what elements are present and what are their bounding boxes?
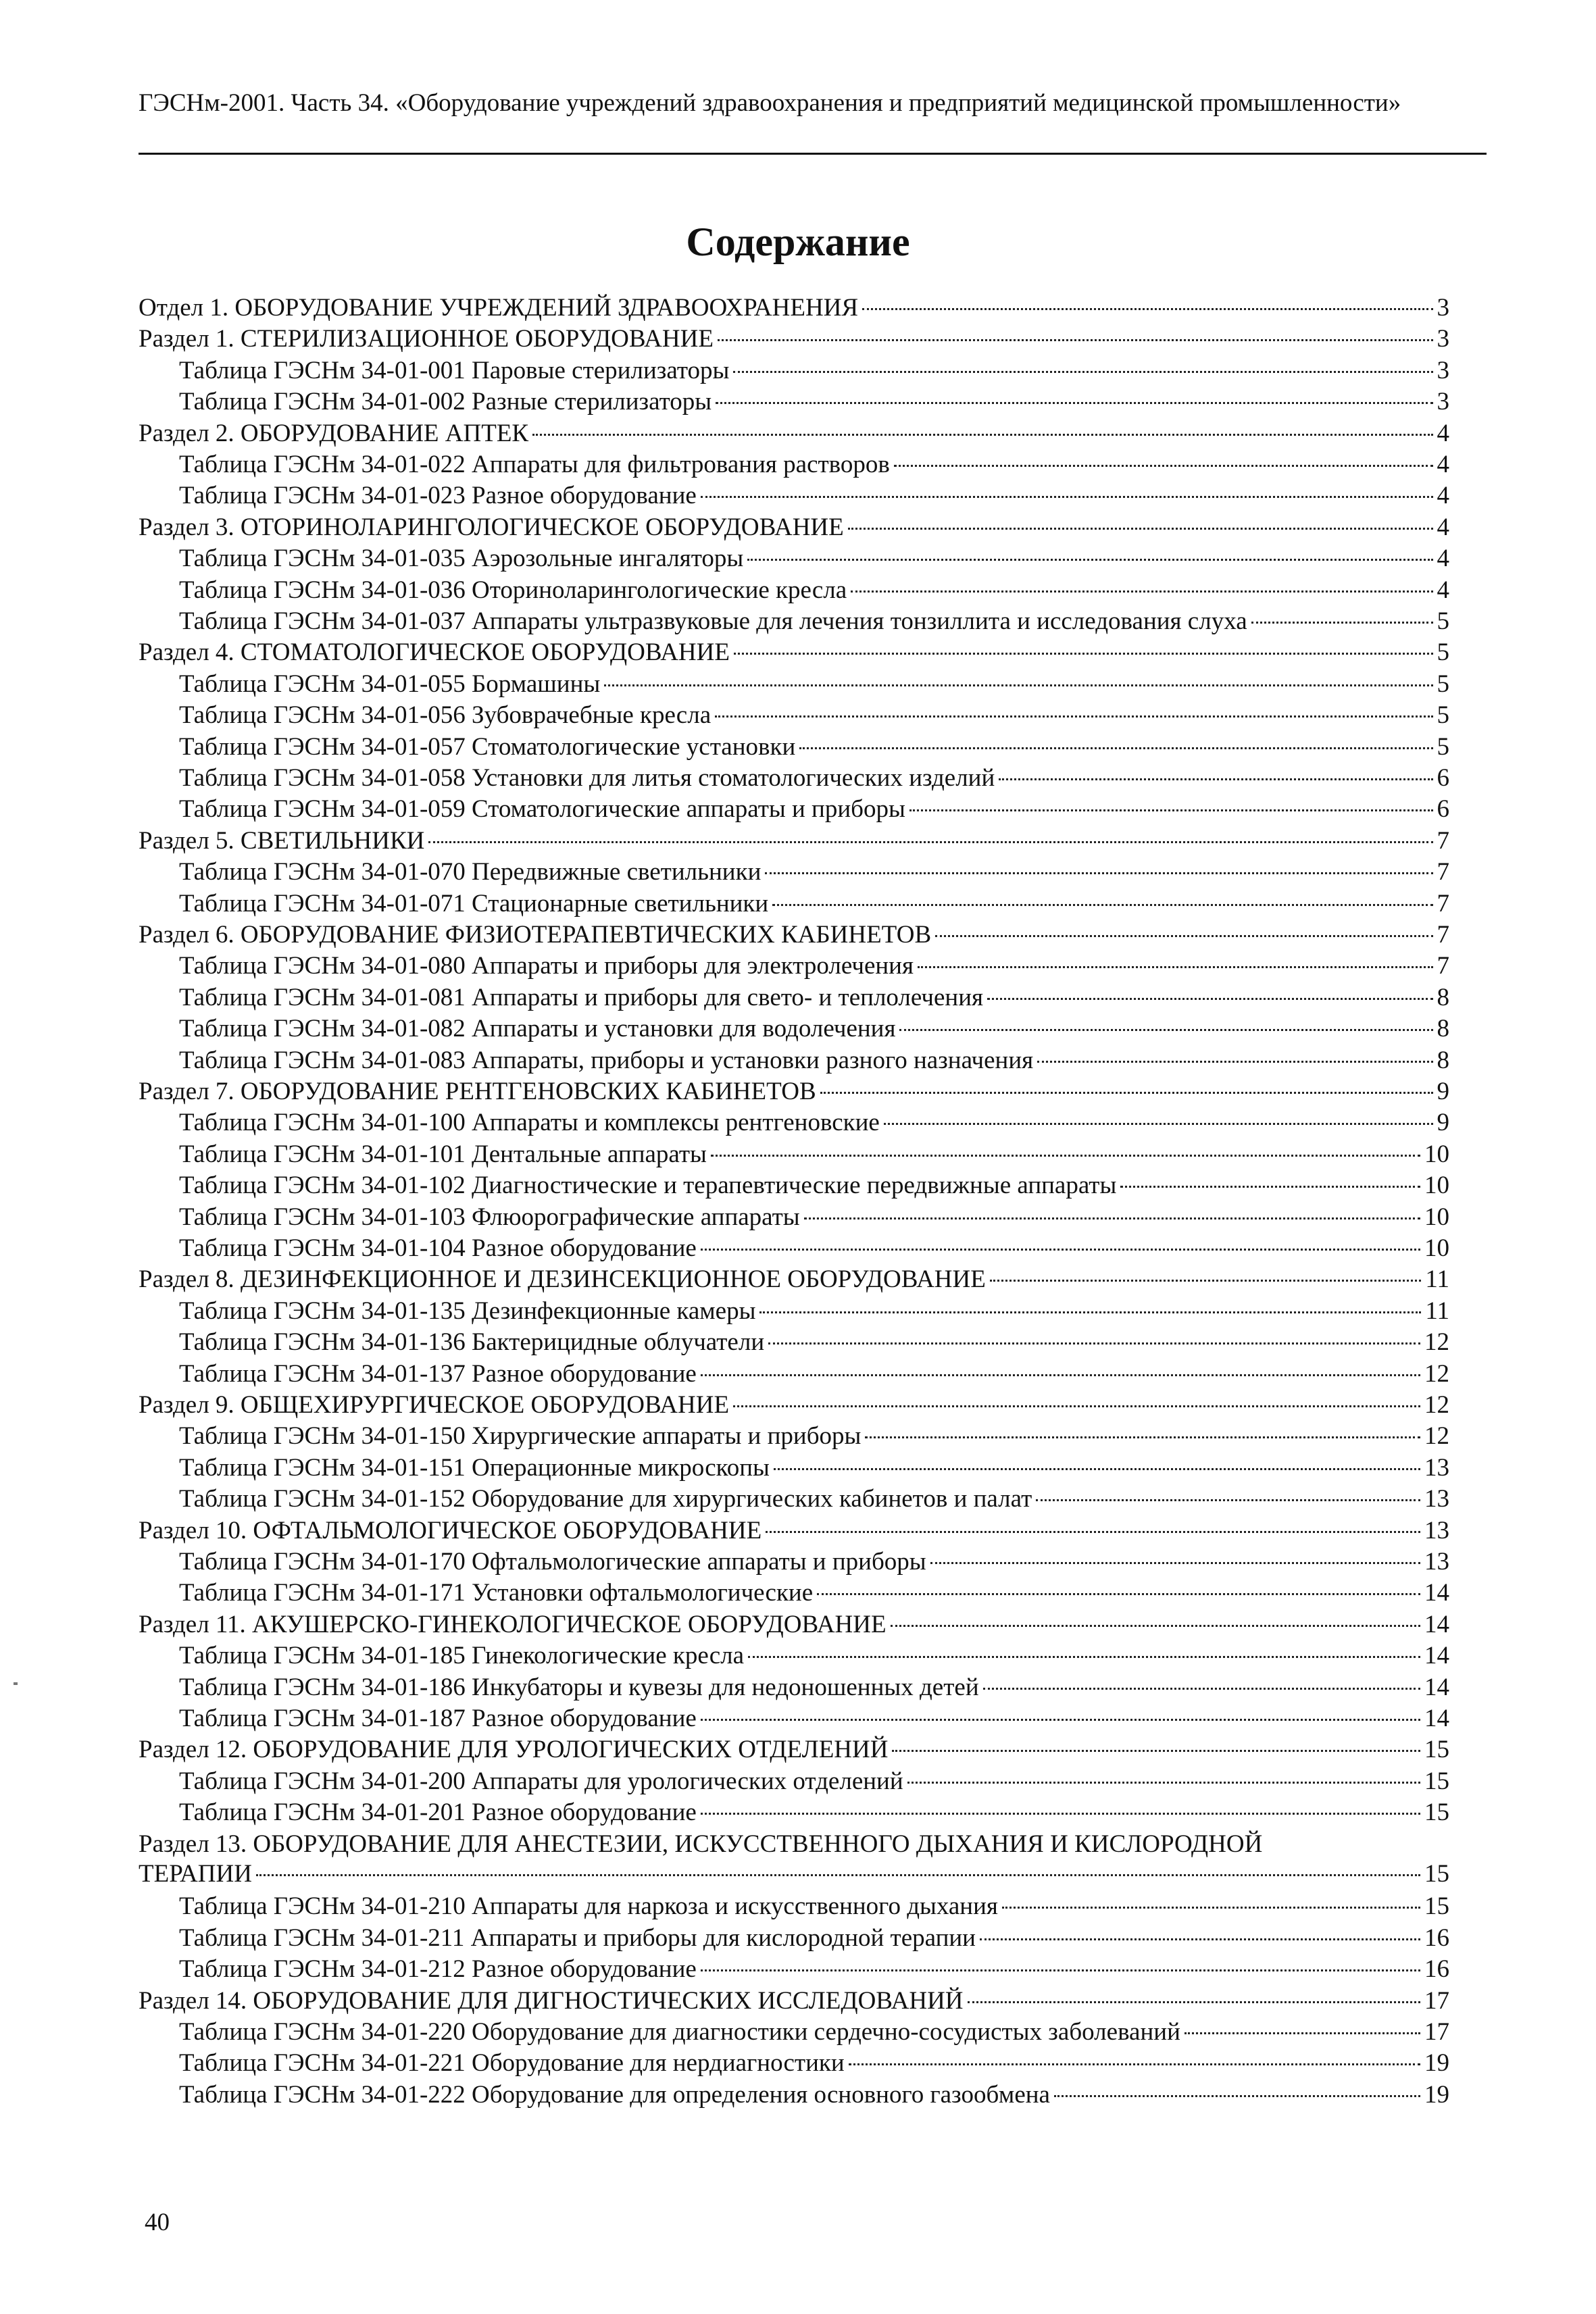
toc-entry-label: Таблица ГЭСНм 34-01-035 Аэрозольные ингаляторы xyxy=(179,545,744,573)
toc-entry-label: Таблица ГЭСНм 34-01-151 Операционные микроскопы xyxy=(179,1453,770,1482)
dot-leader xyxy=(701,1813,1420,1815)
toc-entry-page: 12 xyxy=(1424,1391,1449,1419)
toc-entry-label: Таблица ГЭСНм 34-01-103 Флюорографические аппараты xyxy=(179,1203,800,1231)
toc-entry-page: 8 xyxy=(1437,1046,1449,1074)
toc-entry-label: Таблица ГЭСНм 34-01-104 Разное оборудование xyxy=(179,1234,697,1262)
toc-entry-page: 12 xyxy=(1424,1328,1449,1357)
toc-entry-label: Таблица ГЭСНм 34-01-082 Аппараты и установки для водолечения xyxy=(179,1015,896,1043)
toc-entry-table[interactable] xyxy=(179,2017,1449,2047)
toc-entry-section[interactable] xyxy=(139,419,1449,449)
toc-entry-label: Таблица ГЭСНм 34-01-186 Инкубаторы и кувезы для недоношенных детей xyxy=(179,1673,979,1701)
toc-entry-label: Таблица ГЭСНм 34-01-037 Аппараты ультразвуковые для лечения тонзиллита и исследования слуха xyxy=(179,607,1247,635)
toc-entry-page: 10 xyxy=(1424,1203,1449,1231)
toc-entry-label: Раздел 2. ОБОРУДОВАНИЕ АПТЕК xyxy=(139,419,529,447)
dot-leader xyxy=(772,904,1432,906)
dot-leader xyxy=(980,1938,1420,1940)
toc-entry-page: 19 xyxy=(1424,2080,1449,2109)
toc-entry-table[interactable] xyxy=(179,387,1449,417)
toc-entry-label: Таблица ГЭСНм 34-01-023 Разное оборудование xyxy=(179,482,697,510)
toc-entry-table[interactable] xyxy=(179,1673,1449,1703)
toc-entry-label-continued: ТЕРАПИИ xyxy=(139,1859,252,1888)
toc-entry-label: Таблица ГЭСНм 34-01-101 Дентальные аппараты xyxy=(179,1140,707,1168)
dot-leader xyxy=(256,1874,1420,1876)
toc-entry-label: Раздел 1. СТЕРИЛИЗАЦИОННОЕ ОБОРУДОВАНИЕ xyxy=(139,325,714,353)
toc-entry-table[interactable] xyxy=(179,2048,1449,2078)
toc-entry-table[interactable] xyxy=(179,450,1449,480)
toc-entry-page: 15 xyxy=(1424,1736,1449,1764)
toc-entry-label: Раздел 5. СВЕТИЛЬНИКИ xyxy=(139,826,425,855)
dot-leader xyxy=(774,1468,1420,1470)
toc-entry-section[interactable] xyxy=(139,920,1449,950)
toc-entry-table[interactable] xyxy=(179,983,1449,1013)
dot-leader xyxy=(1002,1907,1420,1909)
dot-leader xyxy=(930,1562,1420,1564)
toc-entry-page: 11 xyxy=(1425,1297,1449,1325)
toc-entry-page: 11 xyxy=(1425,1265,1449,1294)
dot-leader xyxy=(862,308,1432,310)
toc-entry-page: 4 xyxy=(1437,576,1449,604)
toc-entry-label: Таблица ГЭСНм 34-01-152 Оборудование для хирургических кабинетов и палат xyxy=(179,1485,1032,1513)
toc-entry-table[interactable] xyxy=(179,1328,1449,1357)
toc-entry-table[interactable] xyxy=(179,2080,1449,2110)
toc-entry-label: Таблица ГЭСНм 34-01-221 Оборудование для нердиагностики xyxy=(179,2049,845,2078)
toc-entry-page: 5 xyxy=(1437,670,1449,698)
dot-leader xyxy=(891,1625,1420,1627)
toc-entry-page: 15 xyxy=(1424,1799,1449,1827)
toc-entry-table[interactable] xyxy=(179,1234,1449,1263)
toc-entry-page: 4 xyxy=(1437,419,1449,447)
dot-leader xyxy=(716,402,1432,404)
dot-leader xyxy=(748,1656,1420,1658)
toc-entry-page: 15 xyxy=(1424,1767,1449,1795)
page-title: Содержание xyxy=(686,220,910,264)
toc-entry-page: 3 xyxy=(1437,294,1449,322)
toc-entry-page: 4 xyxy=(1437,545,1449,573)
toc-entry-label: Таблица ГЭСНм 34-01-071 Стационарные светильники xyxy=(179,889,769,917)
dot-leader xyxy=(701,1719,1420,1721)
toc-entry-page: 5 xyxy=(1437,607,1449,635)
toc-entry-table[interactable] xyxy=(179,1171,1449,1201)
toc-entry-table[interactable] xyxy=(179,1297,1449,1326)
toc-entry-table[interactable] xyxy=(179,889,1449,919)
toc-entry-page: 13 xyxy=(1424,1485,1449,1513)
dot-leader xyxy=(759,1311,1421,1313)
toc-entry-label: Таблица ГЭСНм 34-01-055 Бормашины xyxy=(179,670,601,698)
toc-entry-page: 8 xyxy=(1437,983,1449,1011)
toc-entry-page: 4 xyxy=(1437,513,1449,541)
toc-entry-label: Таблица ГЭСНм 34-01-135 Дезинфекционные камеры xyxy=(179,1297,756,1325)
toc-entry-page: 7 xyxy=(1437,826,1449,855)
toc-entry-page: 14 xyxy=(1424,1673,1449,1701)
dot-leader xyxy=(711,1155,1420,1157)
dot-leader xyxy=(734,653,1433,655)
dot-leader xyxy=(715,715,1432,718)
toc-entry-label: Таблица ГЭСНм 34-01-081 Аппараты и приборы для свето- и теплолечения xyxy=(179,983,984,1011)
toc-entry-page: 10 xyxy=(1424,1140,1449,1168)
toc-entry-page: 15 xyxy=(1424,1859,1449,1888)
toc-entry-page: 15 xyxy=(1424,1892,1449,1921)
toc-entry-label: Раздел 9. ОБЩЕХИРУРГИЧЕСКОЕ ОБОРУДОВАНИЕ xyxy=(139,1391,730,1419)
toc-entry-table[interactable] xyxy=(179,795,1449,824)
dot-leader xyxy=(817,1593,1420,1595)
dot-leader xyxy=(701,1374,1420,1376)
dot-leader xyxy=(884,1123,1433,1125)
dot-leader xyxy=(1037,1061,1432,1063)
toc-entry-page: 3 xyxy=(1437,388,1449,416)
toc-entry-page: 7 xyxy=(1437,921,1449,949)
toc-entry-table[interactable] xyxy=(179,1453,1449,1483)
dot-leader xyxy=(1120,1186,1420,1188)
toc-entry-page: 5 xyxy=(1437,732,1449,761)
toc-entry-label: Таблица ГЭСНм 34-01-170 Офтальмологические аппараты и приборы xyxy=(179,1548,926,1576)
dot-leader xyxy=(701,1249,1420,1251)
toc-entry-label: Раздел 7. ОБОРУДОВАНИЕ РЕНТГЕНОВСКИХ КАБИНЕТОВ xyxy=(139,1078,816,1105)
toc-entry-page: 19 xyxy=(1424,2049,1449,2078)
toc-entry-table[interactable] xyxy=(179,951,1449,981)
dot-leader xyxy=(968,2001,1420,2003)
toc-entry-label: Таблица ГЭСНм 34-01-056 Зубоврачебные кресла xyxy=(179,701,712,730)
toc-entry-section[interactable] xyxy=(139,638,1449,668)
toc-entry-page: 13 xyxy=(1424,1453,1449,1482)
toc-entry-label: Раздел 3. ОТОРИНОЛАРИНГОЛОГИЧЕСКОЕ ОБОРУДОВАНИЕ xyxy=(139,513,844,541)
toc-entry-page: 14 xyxy=(1424,1610,1449,1638)
dot-leader xyxy=(909,809,1433,811)
toc-entry-label: Таблица ГЭСНм 34-01-137 Разное оборудование xyxy=(179,1359,697,1388)
toc-entry-label: Таблица ГЭСНм 34-01-057 Стоматологические установки xyxy=(179,732,796,761)
toc-entry-section[interactable] xyxy=(139,1516,1449,1546)
toc-entry-label: Таблица ГЭСНм 34-01-200 Аппараты для урологических отделений xyxy=(179,1767,903,1795)
toc-entry-page: 17 xyxy=(1424,2018,1449,2046)
toc-entry-table[interactable] xyxy=(179,1359,1449,1389)
toc-entry-label: Таблица ГЭСНм 34-01-036 Оториноларингологические кресла xyxy=(179,576,847,604)
toc-entry-page: 10 xyxy=(1424,1172,1449,1200)
toc-entry-table[interactable] xyxy=(179,1767,1449,1796)
toc-entry-page: 16 xyxy=(1424,1923,1449,1952)
toc-entry-section[interactable] xyxy=(139,1610,1449,1640)
dot-leader xyxy=(987,998,1432,1000)
dot-leader xyxy=(851,590,1432,593)
toc-entry-page: 10 xyxy=(1424,1234,1449,1262)
toc-entry-page: 17 xyxy=(1424,1986,1449,2015)
dot-leader xyxy=(701,496,1433,498)
toc-entry-page: 7 xyxy=(1437,858,1449,886)
dot-leader xyxy=(907,1782,1420,1784)
toc-entry-table[interactable] xyxy=(179,1203,1449,1232)
toc-entry-continuation xyxy=(139,1859,1449,1889)
toc-entry-label: Таблица ГЭСНм 34-01-100 Аппараты и комплексы рентгеновские xyxy=(179,1109,880,1137)
dot-leader xyxy=(1251,622,1433,624)
dot-leader xyxy=(899,1029,1432,1031)
toc-entry-section[interactable] xyxy=(139,1265,1449,1294)
dot-leader xyxy=(849,2063,1420,2065)
toc-entry-label: Таблица ГЭСНм 34-01-059 Стоматологические аппараты и приборы xyxy=(179,795,905,824)
dot-leader xyxy=(532,434,1432,436)
dot-leader xyxy=(1184,2032,1420,2034)
dot-leader xyxy=(894,465,1433,467)
toc-entry-label: Таблица ГЭСНм 34-01-001 Паровые стерилизаторы xyxy=(179,356,730,384)
toc-entry-label: Таблица ГЭСНм 34-01-210 Аппараты для наркоза и искусственного дыхания xyxy=(179,1892,998,1921)
toc-entry-division[interactable] xyxy=(139,293,1449,323)
toc-entry-table[interactable] xyxy=(179,576,1449,605)
toc-entry-label: Таблица ГЭСНм 34-01-002 Разные стерилизаторы xyxy=(179,388,712,416)
toc-entry-label: Таблица ГЭСНм 34-01-102 Диагностические и терапевтические передвижные аппараты xyxy=(179,1172,1117,1200)
dot-leader xyxy=(766,1531,1420,1533)
dot-leader xyxy=(848,528,1433,530)
toc-entry-section[interactable] xyxy=(139,1735,1449,1765)
toc-entry-label: Таблица ГЭСНм 34-01-022 Аппараты для фильтрования растворов xyxy=(179,451,890,478)
toc-entry-page: 9 xyxy=(1437,1109,1449,1137)
toc-entry-label: Таблица ГЭСНм 34-01-185 Гинекологические кресла xyxy=(179,1642,745,1670)
toc-entry-label: Раздел 8. ДЕЗИНФЕКЦИОННОЕ И ДЕЗИНСЕКЦИОННОЕ ОБОРУДОВАНИЕ xyxy=(139,1265,986,1294)
toc-entry-label: Раздел 13. ОБОРУДОВАНИЕ ДЛЯ АНЕСТЕЗИИ, ИСКУССТВЕННОГО ДЫХАНИЯ И КИСЛОРОДНОЙ xyxy=(139,1830,1263,1858)
toc-entry-table[interactable] xyxy=(179,356,1449,386)
toc-entry-table[interactable] xyxy=(179,1798,1449,1828)
running-header: ГЭСНм-2001. Часть 34. «Оборудование учреждений здравоохранения и предприятий медицинской промышленности» xyxy=(139,89,1401,117)
toc-entry-table[interactable] xyxy=(179,1108,1449,1138)
toc-entry-label: Таблица ГЭСНм 34-01-171 Установки офтальмологические xyxy=(179,1579,814,1607)
toc-entry-table[interactable] xyxy=(179,1484,1449,1514)
toc-entry-label: Таблица ГЭСНм 34-01-220 Оборудование для диагностики сердечно-сосудистых заболеваний xyxy=(179,2018,1180,2046)
toc-entry-label: Таблица ГЭСНм 34-01-136 Бактерицидные облучатели xyxy=(179,1328,765,1357)
dot-leader xyxy=(892,1750,1420,1752)
dot-leader xyxy=(701,1969,1420,1971)
margin-mark xyxy=(14,1682,18,1685)
toc-entry-label: Раздел 12. ОБОРУДОВАНИЕ ДЛЯ УРОЛОГИЧЕСКИХ ОТДЕЛЕНИЙ xyxy=(139,1736,889,1764)
toc-entry-table[interactable] xyxy=(179,1422,1449,1451)
toc-entry-page: 5 xyxy=(1437,701,1449,730)
dot-leader xyxy=(999,778,1432,780)
toc-entry-table[interactable] xyxy=(179,732,1449,762)
toc-entry-page: 14 xyxy=(1424,1705,1449,1732)
toc-entry-page: 3 xyxy=(1437,325,1449,353)
toc-entry-table[interactable] xyxy=(179,1014,1449,1044)
toc-entry-label: Раздел 14. ОБОРУДОВАНИЕ ДЛЯ ДИГНОСТИЧЕСКИХ ИССЛЕДОВАНИЙ xyxy=(139,1986,964,2015)
toc-entry-section[interactable] xyxy=(139,826,1449,856)
toc-entry-page: 12 xyxy=(1424,1359,1449,1388)
toc-entry-table[interactable] xyxy=(179,1578,1449,1608)
toc-entry-table[interactable] xyxy=(179,857,1449,887)
toc-entry-table[interactable] xyxy=(179,1641,1449,1671)
toc-entry-table[interactable] xyxy=(179,670,1449,699)
toc-entry-label: Раздел 4. СТОМАТОЛОГИЧЕСКОЕ ОБОРУДОВАНИЕ xyxy=(139,638,730,667)
toc-entry-table[interactable] xyxy=(179,544,1449,574)
dot-leader xyxy=(733,371,1432,373)
toc-entry-label: Раздел 6. ОБОРУДОВАНИЕ ФИЗИОТЕРАПЕВТИЧЕСКИХ КАБИНЕТОВ xyxy=(139,921,932,949)
dot-leader xyxy=(799,747,1432,749)
dot-leader xyxy=(733,1405,1420,1407)
toc-entry-page: 9 xyxy=(1437,1078,1449,1105)
dot-leader xyxy=(747,559,1432,561)
dot-leader xyxy=(1036,1499,1420,1501)
toc-entry-page: 14 xyxy=(1424,1579,1449,1607)
toc-entry-page: 4 xyxy=(1437,451,1449,478)
toc-entry-label: Таблица ГЭСНм 34-01-212 Разное оборудование xyxy=(179,1955,697,1984)
toc-entry-section[interactable] xyxy=(139,513,1449,543)
toc-entry-page: 16 xyxy=(1424,1955,1449,1984)
toc-entry-page: 14 xyxy=(1424,1642,1449,1670)
toc-entry-label: Таблица ГЭСНм 34-01-222 Оборудование для определения основного газообмена xyxy=(179,2080,1050,2109)
toc-entry-page: 5 xyxy=(1437,638,1449,667)
toc-entry-section[interactable] xyxy=(139,1986,1449,2016)
toc-entry-page: 6 xyxy=(1437,795,1449,824)
toc-entry-label: Таблица ГЭСНм 34-01-187 Разное оборудование xyxy=(179,1705,697,1732)
toc-entry-table[interactable] xyxy=(179,607,1449,636)
toc-entry-page: 6 xyxy=(1437,764,1449,792)
toc-entry-section[interactable] xyxy=(139,1390,1449,1420)
toc-entry-page: 13 xyxy=(1424,1548,1449,1576)
toc-entry-page: 12 xyxy=(1424,1422,1449,1451)
dot-leader xyxy=(765,872,1432,874)
dot-leader xyxy=(428,841,1432,843)
toc-entry-page: 7 xyxy=(1437,889,1449,917)
toc-entry-table[interactable] xyxy=(179,1923,1449,1953)
dot-leader xyxy=(918,966,1433,968)
toc-entry-section[interactable] xyxy=(139,324,1449,354)
dot-leader xyxy=(718,339,1433,341)
dot-leader xyxy=(820,1092,1433,1094)
dot-leader xyxy=(768,1342,1420,1344)
toc-entry-section[interactable] xyxy=(139,1830,1449,1889)
toc-entry-label: Таблица ГЭСНм 34-01-080 Аппараты и приборы для электролечения xyxy=(179,952,914,980)
toc-entry-table[interactable] xyxy=(179,701,1449,730)
toc-entry-table[interactable] xyxy=(179,1892,1449,1921)
dot-leader xyxy=(935,935,1432,937)
dot-leader xyxy=(865,1436,1420,1438)
toc-entry-label: Таблица ГЭСНм 34-01-150 Хирургические аппараты и приборы xyxy=(179,1422,862,1451)
toc-entry-table[interactable] xyxy=(179,1140,1449,1169)
toc-entry-table[interactable] xyxy=(179,1955,1449,1984)
dot-leader xyxy=(1054,2095,1420,2097)
toc-entry-page: 4 xyxy=(1437,482,1449,510)
toc-entry-label: Раздел 10. ОФТАЛЬМОЛОГИЧЕСКОЕ ОБОРУДОВАНИЕ xyxy=(139,1516,762,1544)
toc-entry-table[interactable] xyxy=(179,1704,1449,1734)
toc-entry-section[interactable] xyxy=(139,1077,1449,1107)
toc-entry-label: Таблица ГЭСНм 34-01-058 Установки для литья стоматологических изделий xyxy=(179,764,995,792)
toc-entry-label: Таблица ГЭСНм 34-01-201 Разное оборудование xyxy=(179,1799,697,1827)
toc-entry-page: 13 xyxy=(1424,1516,1449,1544)
header-rule xyxy=(139,153,1487,155)
toc-entry-table[interactable] xyxy=(179,763,1449,793)
dot-leader xyxy=(990,1280,1422,1282)
toc-entry-table[interactable] xyxy=(179,1046,1449,1076)
toc-entry-label: Таблица ГЭСНм 34-01-083 Аппараты, приборы и установки разного назначения xyxy=(179,1046,1034,1074)
toc-entry-page: 7 xyxy=(1437,952,1449,980)
dot-leader xyxy=(983,1688,1420,1690)
toc-entry-page: 3 xyxy=(1437,356,1449,384)
toc-entry-page: 8 xyxy=(1437,1015,1449,1043)
toc-entry-table[interactable] xyxy=(179,481,1449,511)
toc-entry-label: Таблица ГЭСНм 34-01-070 Передвижные светильники xyxy=(179,858,762,886)
toc-entry-table[interactable] xyxy=(179,1547,1449,1577)
toc-entry-label: Отдел 1. ОБОРУДОВАНИЕ УЧРЕЖДЕНИЙ ЗДРАВООХРАНЕНИЯ xyxy=(139,294,859,322)
dot-leader xyxy=(604,684,1432,686)
toc-entry-label: Раздел 11. АКУШЕРСКО-ГИНЕКОЛОГИЧЕСКОЕ ОБОРУДОВАНИЕ xyxy=(139,1610,887,1638)
toc-entry-label: Таблица ГЭСНм 34-01-211 Аппараты и приборы для кислородной терапии xyxy=(179,1923,976,1952)
page-number: 40 xyxy=(145,2209,170,2236)
dot-leader xyxy=(804,1217,1420,1219)
